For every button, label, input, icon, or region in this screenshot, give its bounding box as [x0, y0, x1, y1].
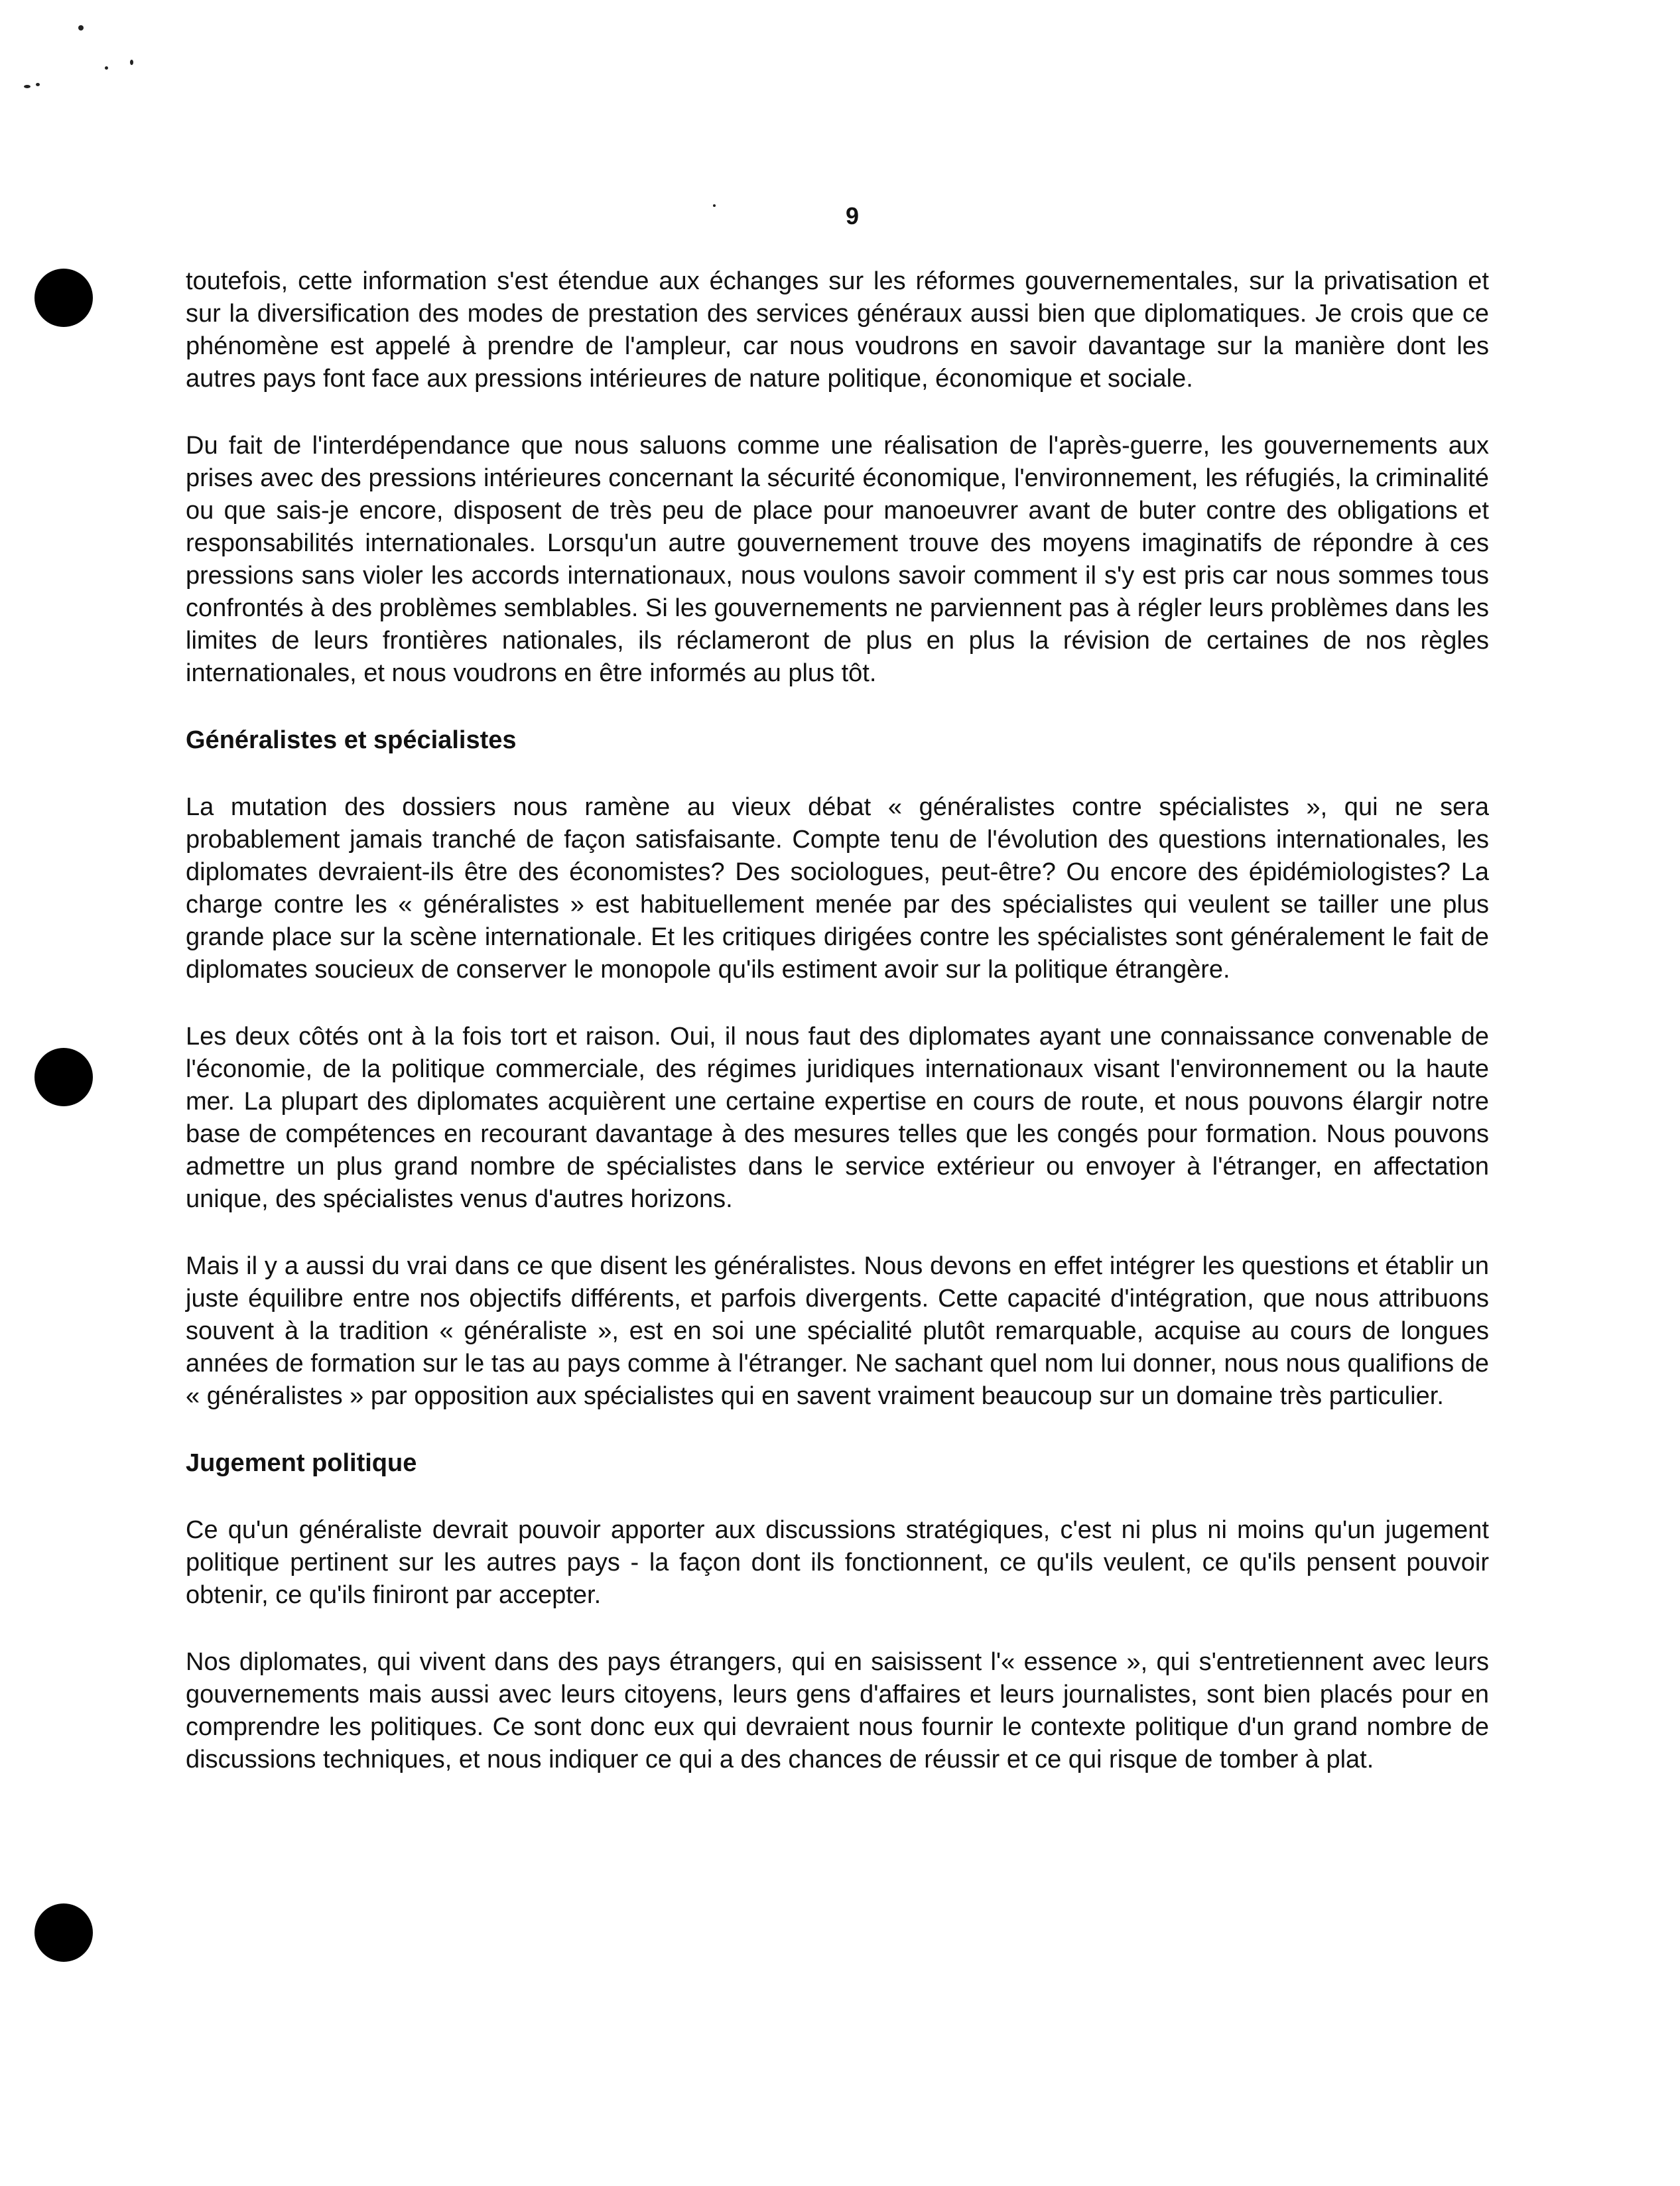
page-number: 9: [845, 202, 860, 229]
paragraph: Mais il y a aussi du vrai dans ce que disent les généralistes. Nous devons en effet intégrer les questions et établir un juste équilibre entre nos objectifs différents, et parfois divergents. Cette capacité d'intégration, que nous attribuons souvent à la tradition « généraliste », est en soi une spécialité plutôt remarquable, acquise au cours de longues années de formation sur le tas au pays comme à l'étranger. Ne sachant quel nom lui donner, nous nous qualifions de « généralistes » par opposition aux spécialistes qui en savent vraiment beaucoup sur un domaine très particulier.: [186, 1252, 1489, 1410]
paragraph: La mutation des dossiers nous ramène au vieux débat « généralistes contre spécialistes », qui ne sera probablement jamais tranché de façon satisfaisante. Compte tenu de l'évolution des questions internationales, les diplomates devraient-ils être des économistes? Des sociologues, peut-être? Ou encore des épidémiologistes? La charge contre les « généralistes » est habituellement menée par des spécialistes qui veulent se tailler une plus grande place sur la scène internationale. Et les critiques dirigées contre les spécialistes sont généralement le fait de diplomates soucieux de conserver le monopole qu'ils estiment avoir sur la politique étrangère.: [186, 793, 1489, 984]
paragraph: toutefois, cette information s'est étendue aux échanges sur les réformes gouvernementales, sur la privatisation et sur la diversification des modes de prestation des services généraux aussi bien que diplomatiques. Je crois que ce phénomène est appelé à prendre de l'ampleur, car nous voudrons en savoir davantage sur la manière dont les autres pays font face aux pressions intérieures de nature politique, économique et sociale.: [186, 267, 1489, 393]
scan-speck: [130, 60, 133, 65]
paragraph: Les deux côtés ont à la fois tort et raison. Oui, il nous faut des diplomates ayant une connaissance convenable de l'économie, de la politique commerciale, des régimes juridiques internationaux visant l'environnement ou la haute mer. La plupart des diplomates acquièrent une certaine expertise en cours de route, et nous pouvons élargir notre base de compétences en recourant davantage à des mesures telles que les congés pour formation. Nous pouvons admettre un plus grand nombre de spécialistes dans le service extérieur ou envoyer à l'étranger, en affectation unique, des spécialistes venus d'autres horizons.: [186, 1023, 1489, 1213]
scan-speck: [105, 66, 108, 70]
paragraph: Du fait de l'interdépendance que nous saluons comme une réalisation de l'après-guerre, les gouvernements aux prises avec des pressions intérieures concernant la sécurité économique, l'environnement, les réfugiés, la criminalité ou que sais-je encore, disposent de très peu de place pour manoeuvrer avant de buter contre des obligations et responsabilités internationales. Lorsqu'un autre gouvernement trouve des moyens imaginatifs de répondre à ces pressions sans violer les accords internationaux, nous voulons savoir comment il s'y est pris car nous sommes tous confrontés à des problèmes semblables. Si les gouvernements ne parviennent pas à régler leurs problèmes dans les limites de leurs frontières nationales, ils réclameront de plus en plus la révision de certaines de nos règles internationales, et nous voudrons en être informés au plus tôt.: [186, 432, 1489, 687]
punch-hole: [34, 269, 93, 327]
punch-hole: [34, 1903, 93, 1962]
scan-speck: [24, 85, 31, 88]
paragraph: Nos diplomates, qui vivent dans des pays étrangers, qui en saisissent l'« essence », qui s'entretiennent avec leurs gouvernements mais aussi avec leurs citoyens, leurs gens d'affaires et leurs journalistes, sont bien placés pour en comprendre les politiques. Ce sont donc eux qui devraient nous fournir le contexte politique d'un grand nombre de discussions techniques, et nous indiquer ce qui a des chances de réussir et ce qui risque de tomber à plat.: [186, 1648, 1489, 1773]
scan-speck: [36, 83, 40, 86]
document-body: [186, 265, 1489, 1811]
section-heading: Généralistes et spécialistes: [186, 726, 517, 754]
scan-speck: [78, 25, 84, 31]
section-heading: Jugement politique: [186, 1449, 417, 1477]
punch-hole: [34, 1048, 93, 1106]
scan-speck: [713, 204, 716, 207]
paragraph: Ce qu'un généraliste devrait pouvoir apporter aux discussions stratégiques, c'est ni plus ni moins qu'un jugement politique pertinent sur les autres pays - la façon dont ils fonctionnent, ce qu'ils veulent, ce qu'ils pensent pouvoir obtenir, ce qu'ils finiront par accepter.: [186, 1516, 1489, 1609]
